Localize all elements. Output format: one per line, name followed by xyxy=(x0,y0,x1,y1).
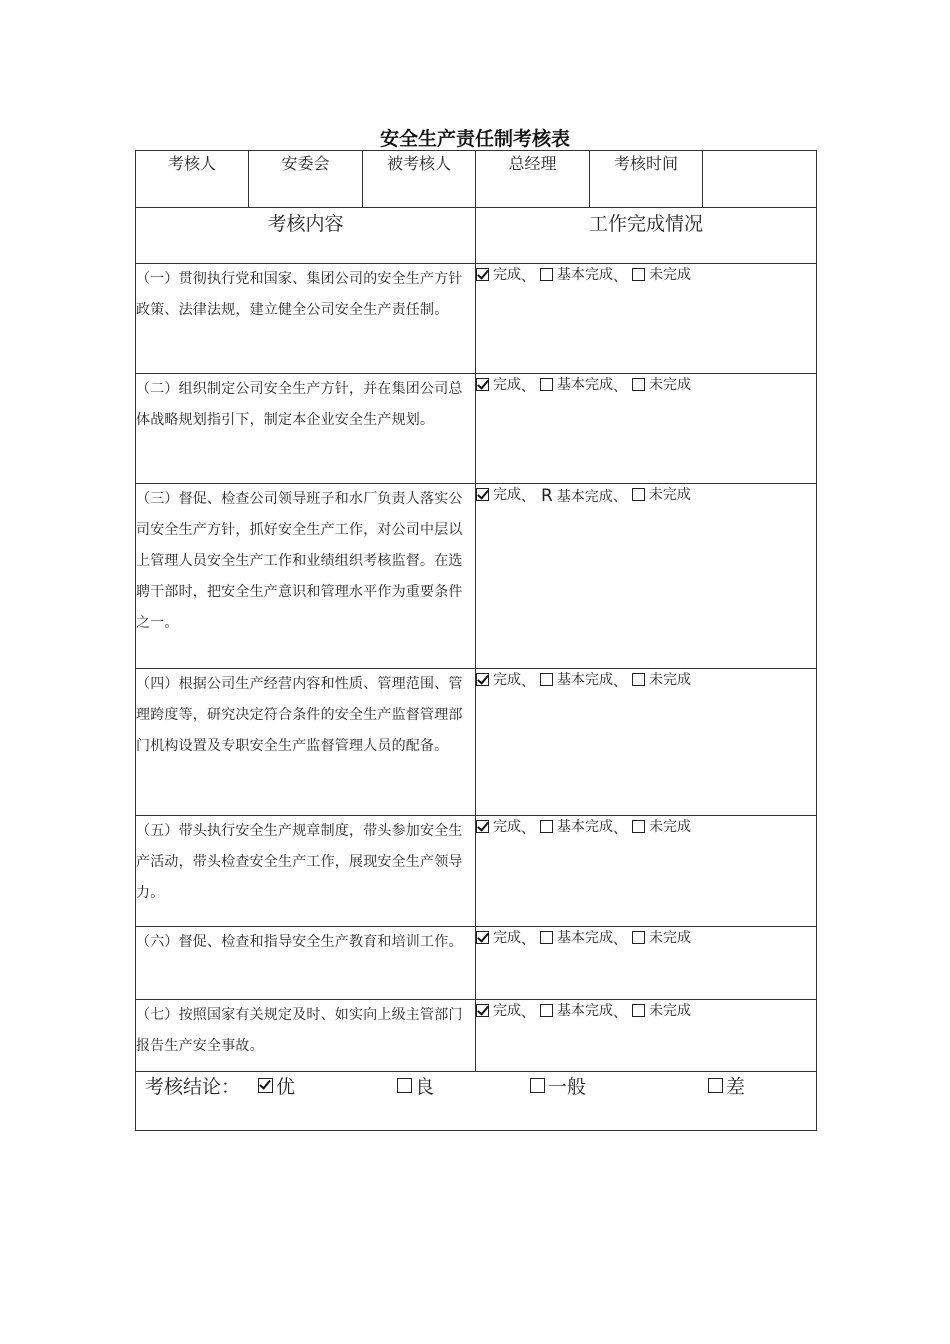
checked-checkbox-icon[interactable] xyxy=(476,488,489,501)
incomplete-label: 未完成 xyxy=(649,819,691,835)
header-row xyxy=(136,151,817,208)
complete-option[interactable] xyxy=(476,816,521,836)
items-body xyxy=(136,264,817,1072)
checked-checkbox-icon[interactable] xyxy=(476,378,489,391)
complete-label: 完成 xyxy=(493,930,521,946)
status-header: 工作完成情况 xyxy=(476,208,817,264)
option-separator: 、 xyxy=(613,268,627,285)
checked-checkbox-icon[interactable] xyxy=(476,931,489,944)
complete-label: 完成 xyxy=(493,487,521,503)
basic-complete-label: 基本完成 xyxy=(557,672,613,688)
item-status xyxy=(476,927,817,1000)
checkbox-icon[interactable] xyxy=(632,820,645,833)
content-header: 考核内容 xyxy=(136,208,476,264)
item-content: （六）督促、检查和指导安全生产教育和培训工作。 xyxy=(136,927,476,1000)
incomplete-option[interactable] xyxy=(632,816,691,836)
complete-label: 完成 xyxy=(493,819,521,835)
conclusion-option[interactable] xyxy=(258,1072,295,1099)
item-content: （一）贯彻执行党和国家、集团公司的安全生产方针政策、法律法规，建立健全公司安全生产责任制。 xyxy=(136,264,476,374)
item-status xyxy=(476,264,817,374)
checkbox-icon[interactable] xyxy=(708,1078,723,1093)
checkbox-icon[interactable] xyxy=(632,488,645,501)
complete-label: 完成 xyxy=(493,377,521,393)
item-content: （二）组织制定公司安全生产方针，并在集团公司总体战略规划指引下，制定本企业安全生产规划。 xyxy=(136,374,476,484)
complete-option[interactable] xyxy=(476,484,521,504)
option-separator: 、 xyxy=(613,931,627,948)
checkbox-icon[interactable] xyxy=(397,1078,412,1093)
basic-complete-label: 基本完成 xyxy=(556,488,613,505)
conclusion-label: 考核结论： xyxy=(145,1076,241,1098)
conclusion-option[interactable] xyxy=(708,1072,745,1099)
checked-checkbox-icon[interactable] xyxy=(476,268,489,281)
option-separator: 、 xyxy=(613,378,627,395)
conclusion-option-label: 优 xyxy=(276,1076,296,1098)
option-separator: 、 xyxy=(521,820,535,837)
assessment-item-row xyxy=(136,484,817,669)
conclusion-option-label: 良 xyxy=(415,1076,435,1098)
assessment-item-row xyxy=(136,264,817,374)
time-label: 考核时间 xyxy=(590,151,703,208)
option-separator: 、 xyxy=(521,378,535,395)
assessment-table xyxy=(135,150,817,1131)
assessment-item-row xyxy=(136,374,817,484)
item-content: （四）根据公司生产经营内容和性质、管理范围、管理跨度等，研究决定符合条件的安全生产监督管理部门机构设置及专职安全生产监督管理人员的配备。 xyxy=(136,669,476,816)
option-separator: 、 xyxy=(521,268,535,285)
conclusion-option-label: 差 xyxy=(726,1076,746,1098)
basic-complete-option[interactable] xyxy=(540,264,613,284)
checkbox-icon[interactable] xyxy=(540,931,553,944)
item-status xyxy=(476,1000,817,1072)
incomplete-option[interactable] xyxy=(632,669,691,689)
basic-complete-option[interactable] xyxy=(540,374,613,394)
item-status xyxy=(476,484,817,669)
checkbox-icon[interactable] xyxy=(530,1078,545,1093)
assessor-value: 安委会 xyxy=(249,151,363,208)
basic-complete-option[interactable] xyxy=(540,486,613,506)
option-separator: 、 xyxy=(613,673,627,690)
checked-checkbox-icon[interactable] xyxy=(476,1004,489,1017)
item-content: （三）督促、检查公司领导班子和水厂负责人落实公司安全生产方针，抓好安全生产工作，对公司中层以上管理人员安全生产工作和业绩组织考核监督。在选聘干部时，把安全生产意识和管理水平作为重要条件之一。 xyxy=(136,484,476,669)
incomplete-option[interactable] xyxy=(632,1000,691,1020)
checkbox-icon[interactable] xyxy=(632,673,645,686)
incomplete-label: 未完成 xyxy=(649,377,691,393)
complete-label: 完成 xyxy=(493,672,521,688)
incomplete-label: 未完成 xyxy=(649,930,691,946)
conclusion-option[interactable] xyxy=(530,1072,586,1099)
option-separator: 、 xyxy=(521,1004,535,1021)
checkbox-icon[interactable] xyxy=(632,378,645,391)
complete-option[interactable] xyxy=(476,1000,521,1020)
time-value[interactable] xyxy=(703,151,817,208)
checkbox-icon[interactable] xyxy=(540,673,553,686)
conclusion-cell xyxy=(136,1072,817,1131)
assessor-label: 考核人 xyxy=(136,151,249,208)
option-separator: 、 xyxy=(613,1004,627,1021)
checkbox-icon[interactable] xyxy=(540,378,553,391)
option-separator: 、 xyxy=(613,820,627,837)
option-separator: 、 xyxy=(521,931,535,948)
complete-option[interactable] xyxy=(476,264,521,284)
basic-complete-label: 基本完成 xyxy=(557,1003,613,1019)
checkbox-icon[interactable] xyxy=(632,1004,645,1017)
incomplete-label: 未完成 xyxy=(649,267,691,283)
page-title: 安全生产责任制考核表 xyxy=(379,128,570,150)
item-content: （五）带头执行安全生产规章制度，带头参加安全生产活动，带头检查安全生产工作，展现安全生产领导力。 xyxy=(136,816,476,927)
basic-complete-option[interactable] xyxy=(540,816,613,836)
incomplete-label: 未完成 xyxy=(649,672,691,688)
checked-checkbox-icon[interactable] xyxy=(476,820,489,833)
basic-complete-label: 基本完成 xyxy=(557,267,613,283)
checked-checkbox-icon[interactable] xyxy=(258,1078,273,1093)
complete-option[interactable] xyxy=(476,927,521,947)
section-header-row xyxy=(136,208,817,264)
checkbox-icon[interactable] xyxy=(540,268,553,281)
complete-option[interactable] xyxy=(476,669,521,689)
conclusion-option[interactable] xyxy=(397,1072,434,1099)
checkbox-icon[interactable] xyxy=(632,931,645,944)
checkbox-icon[interactable] xyxy=(540,820,553,833)
assessment-item-row xyxy=(136,816,817,927)
item-content: （七）按照国家有关规定及时、如实向上级主管部门报告生产安全事故。 xyxy=(136,1000,476,1072)
assessee-label: 被考核人 xyxy=(363,151,476,208)
incomplete-option[interactable] xyxy=(632,927,691,947)
basic-complete-option[interactable] xyxy=(540,1000,613,1020)
option-separator: 、 xyxy=(612,488,627,505)
incomplete-label: 未完成 xyxy=(649,1003,691,1019)
basic-complete-label: 基本完成 xyxy=(557,930,613,946)
option-separator: 、 xyxy=(521,488,535,505)
conclusion-option-label: 一般 xyxy=(548,1076,587,1098)
conclusion-row xyxy=(136,1072,817,1131)
item-status xyxy=(476,374,817,484)
item-status xyxy=(476,816,817,927)
basic-complete-option[interactable] xyxy=(540,927,613,947)
basic-complete-label: 基本完成 xyxy=(557,819,613,835)
assessment-item-row xyxy=(136,1000,817,1072)
basic-mark: R xyxy=(541,485,553,506)
basic-complete-option[interactable] xyxy=(540,669,613,689)
assessment-item-row xyxy=(136,927,817,1000)
incomplete-option[interactable] xyxy=(632,374,691,394)
checked-checkbox-icon[interactable] xyxy=(476,673,489,686)
option-separator: 、 xyxy=(521,673,535,690)
complete-option[interactable] xyxy=(476,374,521,394)
assessment-item-row xyxy=(136,669,817,816)
complete-label: 完成 xyxy=(493,1003,521,1019)
incomplete-label: 未完成 xyxy=(648,487,691,503)
item-status xyxy=(476,669,817,816)
complete-label: 完成 xyxy=(493,267,521,283)
checkbox-icon[interactable] xyxy=(540,1004,553,1017)
assessee-value: 总经理 xyxy=(476,151,590,208)
basic-complete-label: 基本完成 xyxy=(557,377,613,393)
incomplete-option[interactable] xyxy=(632,264,691,284)
checkbox-icon[interactable] xyxy=(632,268,645,281)
incomplete-option[interactable] xyxy=(632,484,691,504)
